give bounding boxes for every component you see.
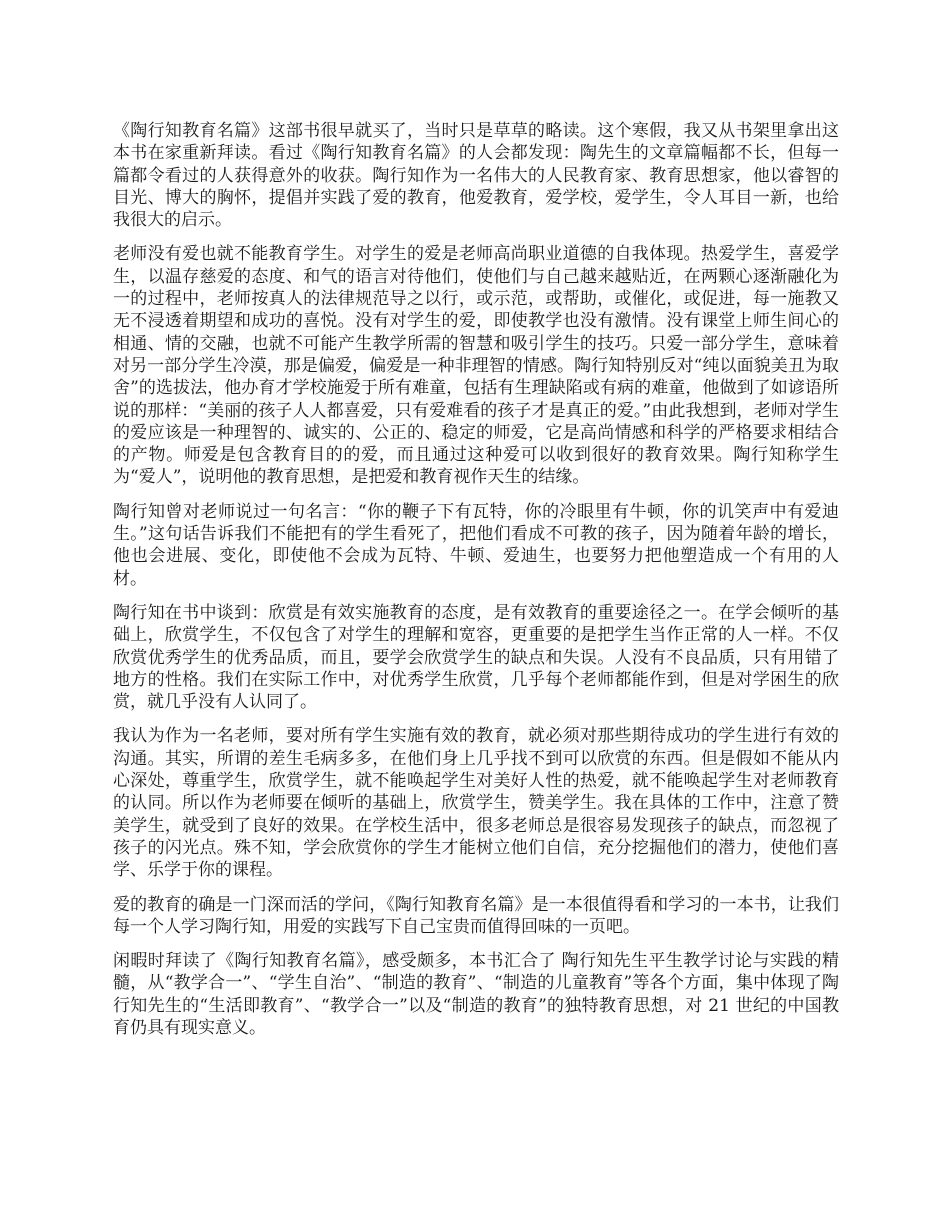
paragraph-communication: 我认为作为一名老师，要对所有学生实施有效的教育，就必须对那些期待成功的学生进行有效的沟通。其实，所谓的差生毛病多多，在他们身上几乎找不到可以欣赏的东西。但是假如不能从内心深处，尊重学生，欣赏学生，就不能唤起学生对美好人性的热爱，就不能唤起学生对老师教育的认同。所以作为老师要在倾听的基础上，欣赏学生，赞美学生。我在具体的工作中，注意了赞美学生，就受到了良好的效果。在学校生活中，很多老师总是很容易发现孩子的缺点，而忽视了孩子的闪光点。殊不知，学会欣赏你的学生才能树立他们自信，充分挖掘他们的潜力，使他们喜学、乐学于你的课程。	[113, 726, 839, 881]
paragraph-summary: 闲暇时拜读了《陶行知教育名篇》，感受颇多，本书汇合了 陶行知先生平生教学讨论与实践的精髓，从“教学合一”、“学生自治”、“制造的教育”、“制造的儿童教育”等各个方面，集中体现了陶行知先生的“生活即教育”、“教学合一”以及“制造的教育”的独特教育思想，对 21 世纪的中国教育仍具有现实意义。	[113, 951, 839, 1038]
paragraph-famous-quote: 陶行知曾对老师说过一句名言：“你的鞭子下有瓦特，你的冷眼里有牛顿，你的讥笑声中有爱迪生。”这句话告诉我们不能把有的学生看死了，把他们看成不可教的孩子，因为随着年龄的增长，他也会进展、变化，即使他不会成为瓦特、牛顿、爱迪生，也要努力把他塑造成一个有用的人材。	[113, 501, 839, 589]
paragraph-teacher-love: 老师没有爱也就不能教育学生。对学生的爱是老师高尚职业道德的自我体现。热爱学生，喜爱学生，以温存慈爱的态度、和气的语言对待他们，使他们与自己越来越贴近，在两颗心逐渐融化为一的过程中，老师按真人的法律规范导之以行，或示范，或帮助，或催化，或促进，每一施教又无不浸透着期望和成功的喜悦。没有对学生的爱，即使教学也没有激情。没有课堂上师生间心的相通、情的交融，也就不可能产生教学所需的智慧和吸引学生的技巧。只爱一部分学生，意味着对另一部分学生冷漠，那是偏爱，偏爱是一种非理智的情感。陶行知特别反对“纯以面貌美丑为取舍”的选拔法，他办育才学校施爱于所有难童，包括有生理缺陷或有病的难童，他做到了如谚语所说的那样：“美丽的孩子人人都喜爱，只有爱难看的孩子才是真正的爱。”由此我想到，老师对学生的爱应该是一种理智的、诚实的、公正的、稳定的师爱，它是高尚情感和科学的严格要求相结合的产物。师爱是包含教育目的的爱，而且通过这种爱可以收到很好的教育效果。陶行知称学生为“爱人”，说明他的教育思想，是把爱和教育视作天生的结缘。	[113, 244, 839, 488]
document-body	[113, 120, 839, 1051]
paragraph-love-education: 爱的教育的确是一门深而活的学问，《陶行知教育名篇》是一本很值得看和学习的一本书，让我们每一个人学习陶行知，用爱的实践写下自己宝贵而值得回味的一页吧。	[113, 894, 839, 937]
paragraph-appreciation: 陶行知在书中谈到：欣赏是有效实施教育的态度，是有效教育的重要途径之一。在学会倾听的基础上，欣赏学生，不仅包含了对学生的理解和宽容，更重要的是把学生当作正常的人一样。不仅欣赏优秀学生的优秀品质，而且，要学会欣赏学生的缺点和失误。人没有不良品质，只有用错了地方的性格。我们在实际工作中，对优秀学生欣赏，几乎每个老师都能作到，但是对学困生的欣赏，就几乎没有人认同了。	[113, 602, 839, 713]
paragraph-intro: 《陶行知教育名篇》这部书很早就买了，当时只是草草的略读。这个寒假，我又从书架里拿出这本书在家重新拜读。看过《陶行知教育名篇》的人会都发现：陶先生的文章篇幅都不长，但每一篇都令看过的人获得意外的收获。陶行知作为一名伟大的人民教育家、教育思想家，他以睿智的目光、博大的胸怀，提倡并实践了爱的教育，他爱教育，爱学校，爱学生，令人耳目一新，也给我很大的启示。	[113, 121, 839, 231]
